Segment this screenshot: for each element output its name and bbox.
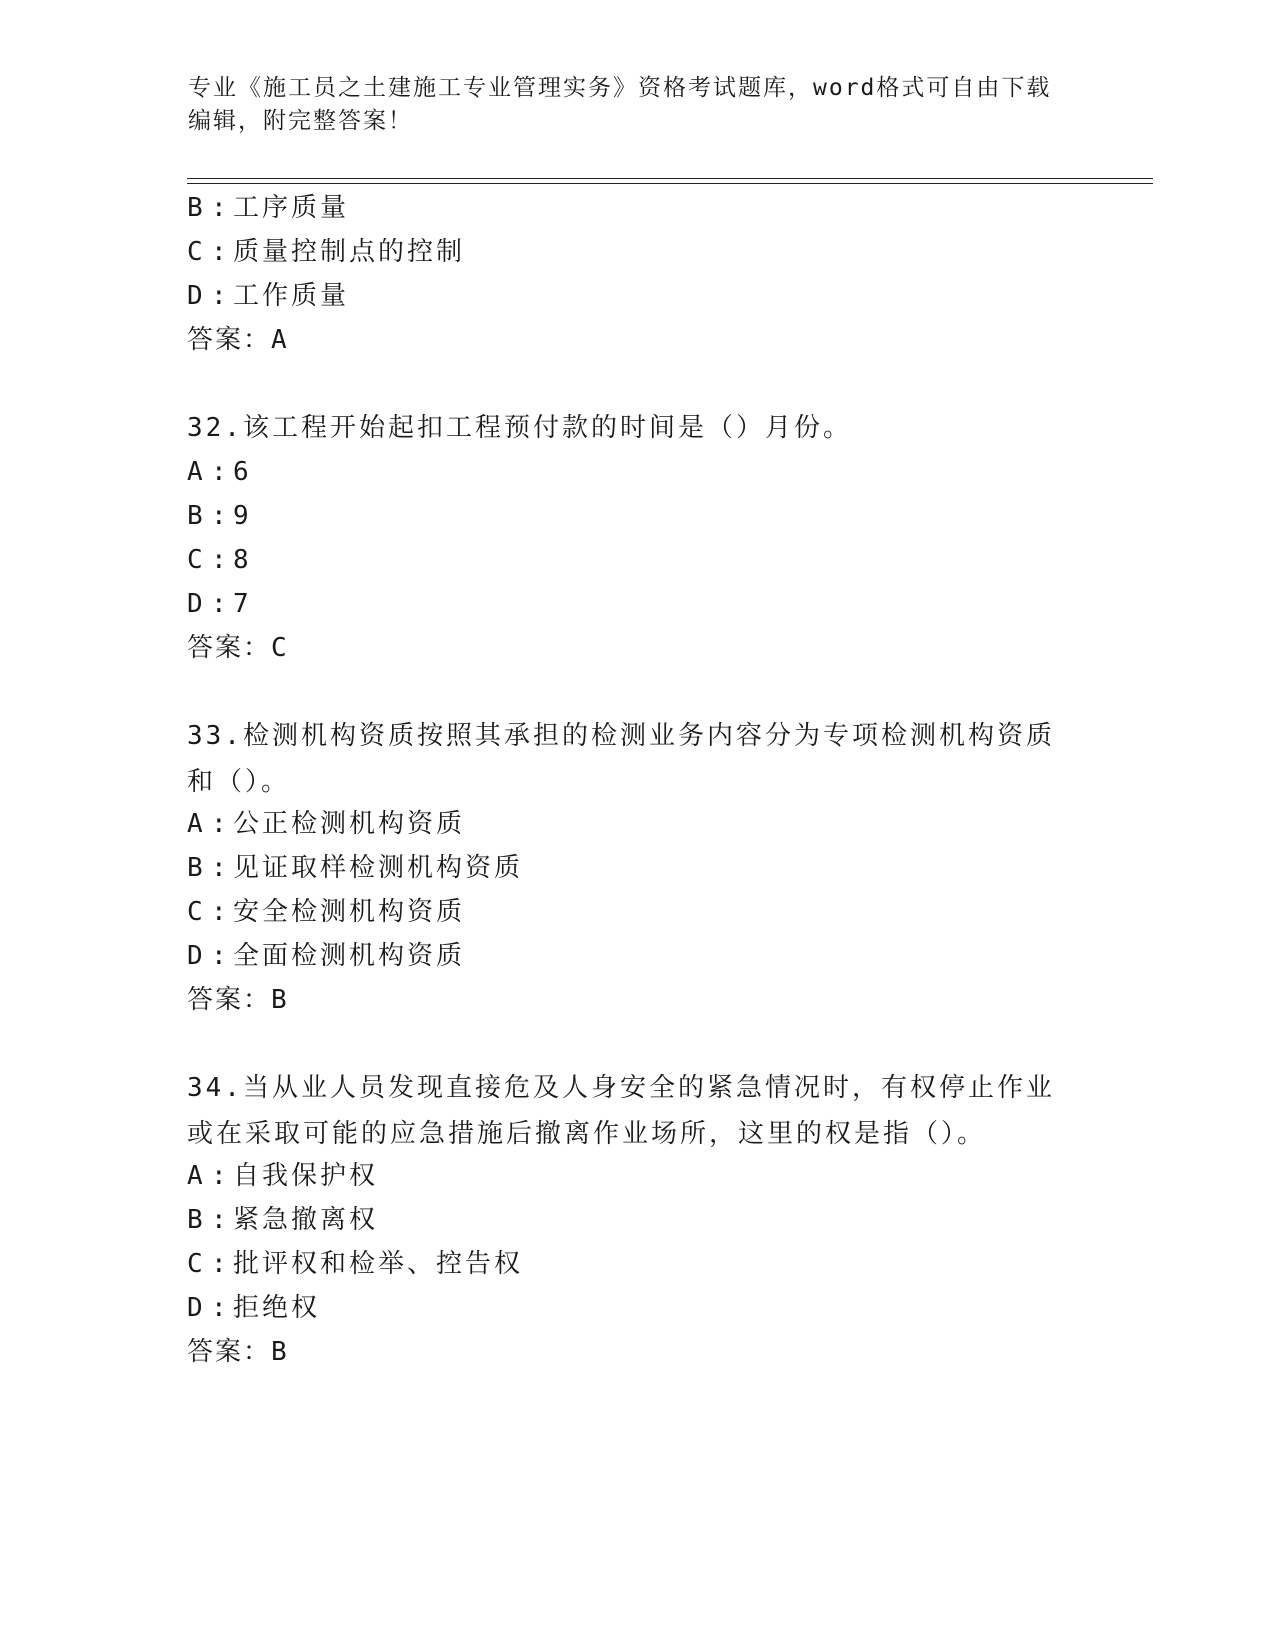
q31-option-c: C : 质量控制点的控制 [187,237,466,267]
q33-option-a: A : 公正检测机构资质 [187,809,466,839]
q33-option-d: D : 全面检测机构资质 [187,941,466,971]
q33-stem: 33.检测机构资质按照其承担的检测业务内容分为专项检测机构资质和（）。 [187,721,1055,797]
q34-option-a: A : 自我保护权 [187,1161,379,1191]
q34-option-d: D : 拒绝权 [187,1293,321,1323]
header-divider-top [187,178,1153,179]
q32-option-b: B : 9 [187,501,252,531]
q34-answer: 答案：B [187,1337,289,1367]
q33-option-b: B : 见证取样检测机构资质 [187,853,524,883]
q34-stem: 34.当从业人员发现直接危及人身安全的紧急情况时，有权停止作业或在采取可能的应急措施后撤离作业场所，这里的权是指（）。 [187,1073,1055,1149]
q31-option-d: D : 工作质量 [187,281,350,311]
q32-option-a: A : 6 [187,457,252,487]
q33-answer: 答案：B [187,985,289,1015]
q33-option-c: C : 安全检测机构资质 [187,897,466,927]
header-divider-bottom [187,183,1153,184]
q32-stem: 32.该工程开始起扣工程预付款的时间是（）月份。 [187,413,852,443]
q34-option-b: B : 紧急撤离权 [187,1205,379,1235]
q34-option-c: C : 批评权和检举、控告权 [187,1249,524,1279]
q32-option-c: C : 8 [187,545,252,575]
page-header-text: 专业《施工员之土建施工专业管理实务》资格考试题库，word格式可自由下载编辑，附完整答案！ [188,75,1052,134]
q31-option-b: B : 工序质量 [187,193,350,223]
q32-option-d: D : 7 [187,589,252,619]
q32-answer: 答案：C [187,633,289,663]
q31-answer: 答案：A [187,325,289,355]
